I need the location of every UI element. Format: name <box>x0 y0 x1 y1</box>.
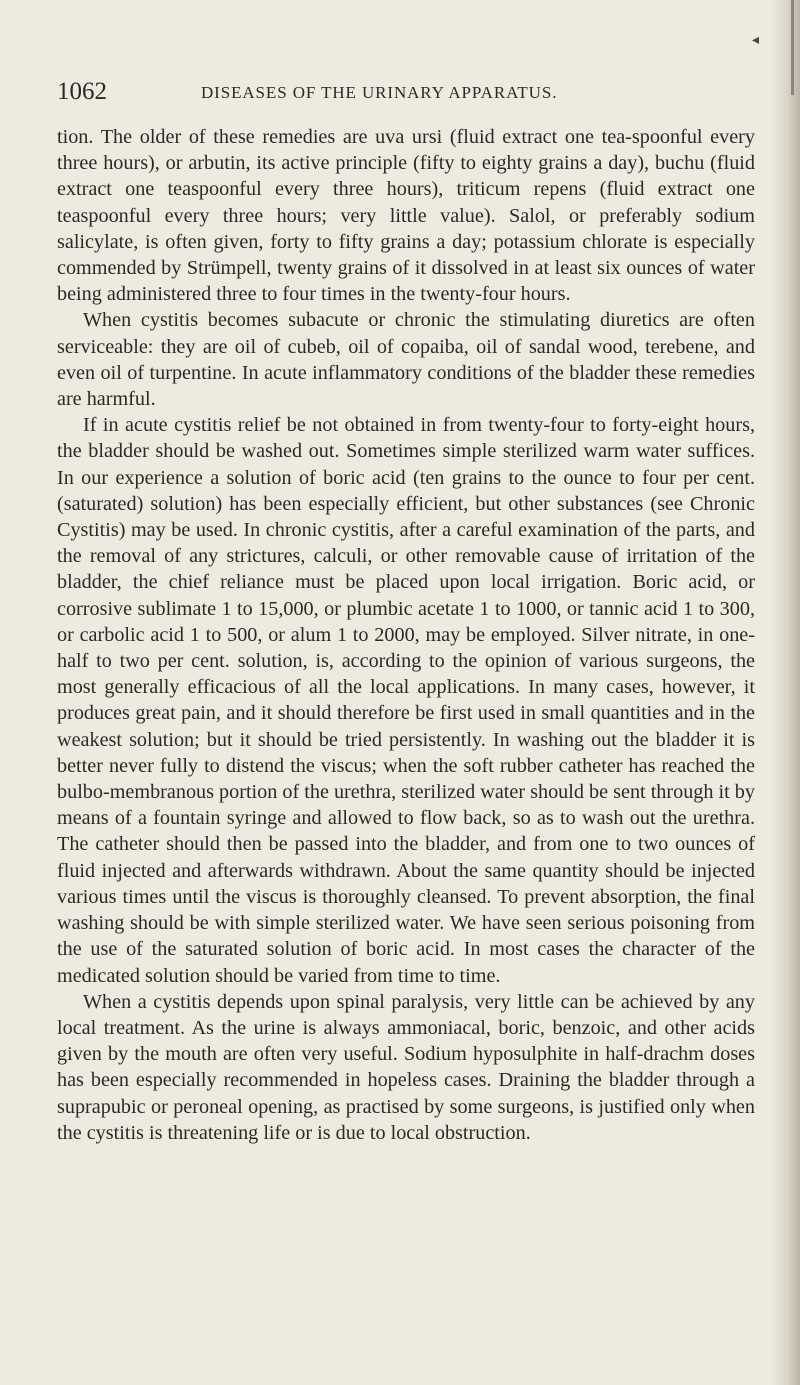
paragraph: If in acute cystitis relief be not obtained in from twenty-four to forty-eight hours, the bladder should be washed out. Sometimes simple sterilized warm water suffices. In our experience a solution of boric acid (ten grains to the ounce to four per cent. (saturated) solution) has been especially efficient, but other substances (see Chronic Cystitis) may be used. In chronic cystitis, after a careful examination of the parts, and the removal of any strictures, calculi, or other removable cause of irritation of the bladder, the chief reliance must be placed upon local irrigation. Boric acid, or corrosive sublimate 1 to 15,000, or plumbic acetate 1 to 1000, or tannic acid 1 to 300, or carbolic acid 1 to 500, or alum 1 to 2000, may be employed. Silver nitrate, in one-half to two per cent. solution, is, according to the opinion of various surgeons, the most generally efficacious of all the local applications. In many cases, however, it produces great pain, and it should therefore be first used in small quantities and in the weakest solution; but it should be tried persistently. In washing out the bladder it is better never fully to distend the viscus; when the soft rubber catheter has reached the bulbo-membranous portion of the urethra, sterilized water should be sent through it by means of a fountain syringe and allowed to flow back, so as to wash out the urethra. The catheter should then be passed into the bladder, and from one to two ounces of fluid injected and afterwards withdrawn. About the same quantity should be injected various times until the viscus is thoroughly cleansed. To prevent absorption, the final washing should be with simple sterilized water. We have seen serious poisoning from the use of the saturated solution of boric acid. In most cases the character of the medicated solution should be varied from time to time. <box>57 414 755 987</box>
page-number: 1062 <box>57 78 107 105</box>
paragraph: When cystitis becomes subacute or chronic the stimulating diuretics are often serviceable: they are oil of cubeb, oil of copaiba, oil of sandal wood, terebene, and even oil of turpentine. In acute inflammatory conditions of the bladder these remedies are harmful. <box>57 309 755 411</box>
body-text <box>57 124 755 1146</box>
page-edge-mark <box>791 0 794 95</box>
paragraph: When a cystitis depends upon spinal paralysis, very little can be achieved by any local treatment. As the urine is always ammoniacal, boric, benzoic, and other acids given by the mouth are often very useful. Sodium hyposulphite in half-drachm doses has been especially recommended in hopeless cases. Draining the bladder through a suprapubic or peroneal opening, as practised by some surgeons, is justified only when the cystitis is threatening life or is due to local obstruction. <box>57 990 755 1144</box>
page-header <box>57 78 747 108</box>
running-head: DISEASES OF THE URINARY APPARATUS. <box>201 83 558 102</box>
margin-arrow-mark: ◂ <box>752 32 760 48</box>
paragraph: tion. The older of these remedies are uva ursi (fluid extract one tea-spoonful every three hours), or arbutin, its active principle (fifty to eighty grains a day), buchu (fluid extract one teaspoonful every three hours), triticum repens (fluid extract one teaspoonful every three hours; very little value). Salol, or preferably sodium salicylate, is often given, forty to fifty grains a day; potassium chlorate is especially commended by Strümpell, twenty grains of it dissolved in at least six ounces of water being administered three to four times in the twenty-four hours. <box>57 126 755 306</box>
page-edge-shadow <box>770 0 800 1385</box>
